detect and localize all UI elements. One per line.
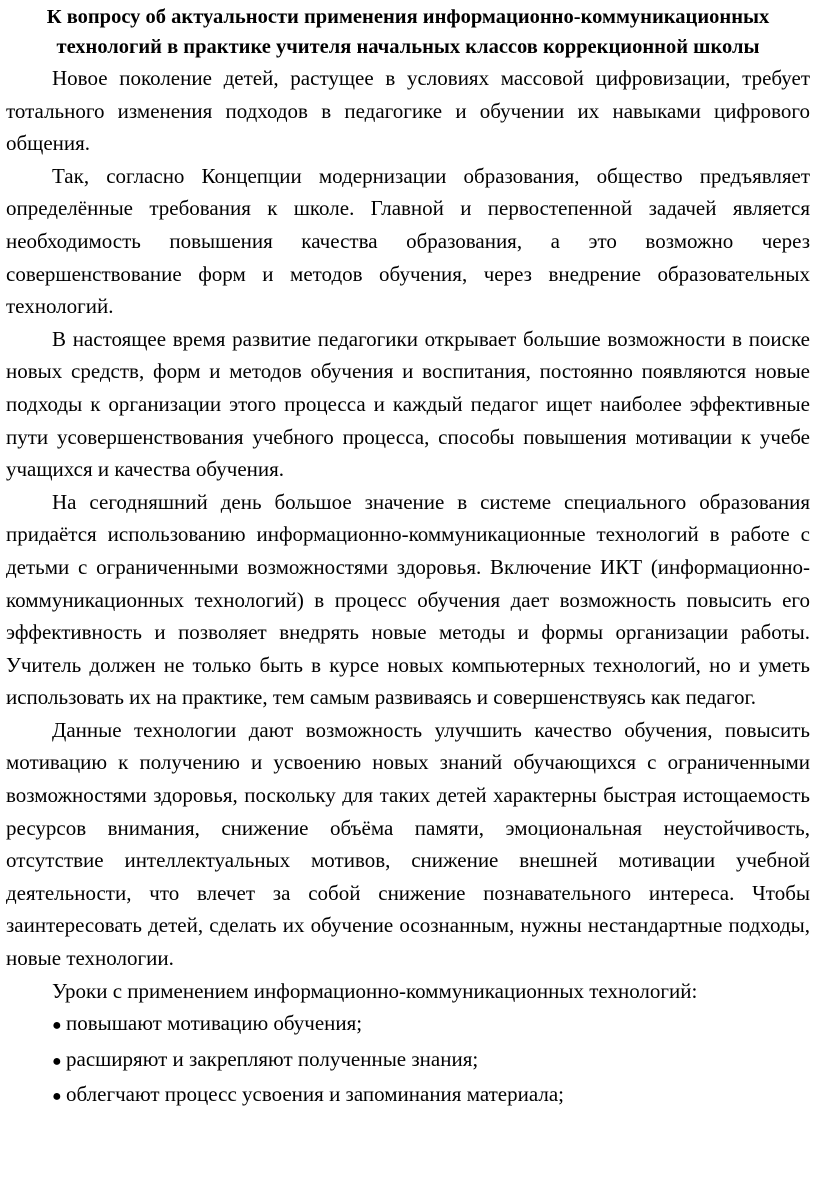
- list-intro: Уроки с применением информационно-коммуникационных технологий:: [52, 978, 698, 1003]
- list-item: [52, 1078, 810, 1114]
- bullet-icon: ●: [52, 1088, 62, 1106]
- list-item-text: расширяют и закрепляют полученные знания;: [66, 1046, 479, 1071]
- list-item-text: повышают мотивацию обучения;: [66, 1011, 363, 1036]
- list-item: [52, 1043, 810, 1079]
- paragraph-4: На сегодняшний день большое значение в системе специального образования придаётся использованию информационно-коммуникационные технологий в работе с детьми с ограниченными возможностями здоровья. Включение ИКТ (информационно-коммуникационных технологий) в процесс обучения дает возможность повысить его эффективность и позволяет внедрять новые методы и формы организации работы. Учитель должен не только быть в курсе новых компьютерных технологий, но и уметь использовать их на практике, тем самым развиваясь и совершенствуясь как педагог.: [6, 489, 810, 710]
- bullet-icon: ●: [52, 1052, 62, 1070]
- paragraph-1: Новое поколение детей, растущее в условиях массовой цифровизации, требует тотального изменения подходов в педагогике и обучении их навыками цифрового общения.: [6, 66, 810, 156]
- benefits-list: [6, 1007, 810, 1114]
- document-title: К вопросу об актуальности применения информационно-коммуникационных технологий в практике учителя начальных классов коррекционной школы: [46, 6, 770, 58]
- paragraph-3: В настоящее время развитие педагогики открывает большие возможности в поиске новых средств, форм и методов обучения и воспитания, постоянно появляются новые подходы к организации этого процесса и каждый педагог ищет наиболее эффективные пути усовершенствования учебного процесса, способы повышения мотивации к учебе учащихся и качества обучения.: [6, 326, 810, 482]
- list-item: [52, 1007, 810, 1043]
- paragraph-2: Так, согласно Концепции модернизации образования, общество предъявляет определённые требования к школе. Главной и первостепенной задачей является необходимость повышения качества образования, а это возможно через совершенствование форм и методов обучения, через внедрение образовательных технологий.: [6, 163, 810, 319]
- bullet-icon: ●: [52, 1017, 62, 1035]
- list-item-text: облегчают процесс усвоения и запоминания материала;: [66, 1082, 565, 1107]
- paragraph-5: Данные технологии дают возможность улучшить качество обучения, повысить мотивацию к получению и усвоению новых знаний обучающихся с ограниченными возможностями здоровья, поскольку для таких детей характерны быстрая истощаемость ресурсов внимания, снижение объёма памяти, эмоциональная неустойчивость, отсутствие интеллектуальных мотивов, снижение внешней мотивации учебной деятельности, что влечет за собой снижение познавательного интереса. Чтобы заинтересовать детей, сделать их обучение осознанным, нужны нестандартные подходы, новые технологии.: [6, 717, 810, 971]
